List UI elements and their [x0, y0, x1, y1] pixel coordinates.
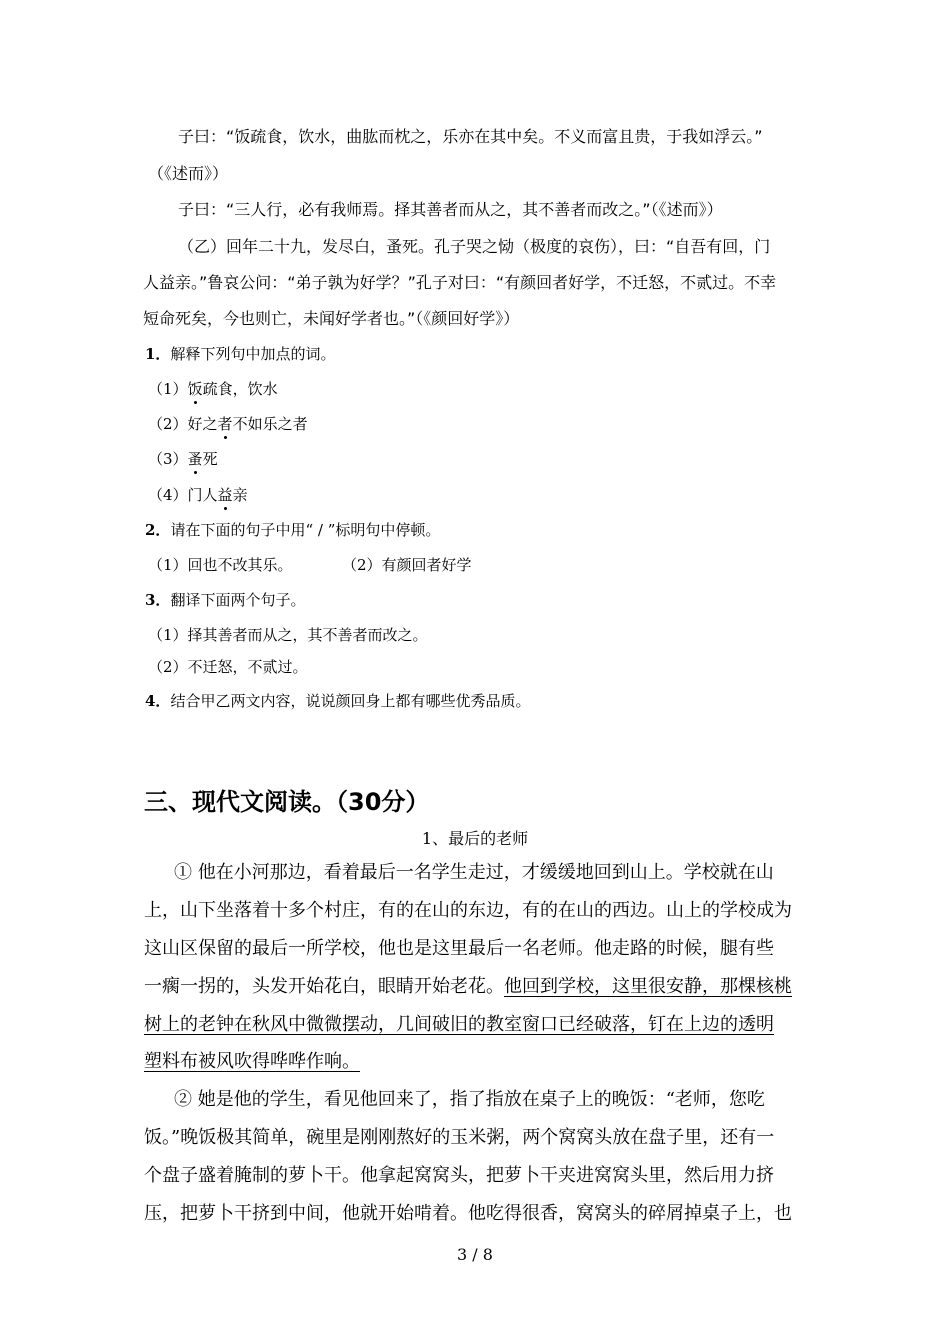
classical-p3-line2: 人益亲。”鲁哀公问：“弟子孰为好学？”孔子对曰：“有颜回者好学，不迁怒，不贰过。不幸 — [143, 273, 777, 292]
item-suffix: 不如乐之者 — [232, 415, 308, 433]
item-prefix: （1） — [148, 380, 188, 398]
question-1-item-1 — [148, 378, 278, 399]
para1-line4-underlined: 他回到学校，这里很安静，那棵核桃 — [504, 976, 792, 997]
question-1-text: 解释下列句中加点的词。 — [170, 345, 336, 363]
para1-line4 — [144, 972, 792, 998]
classical-p3-line3: 短命死矣，今也则亡，未闻好学者也。”（《颜回好学》） — [143, 309, 520, 328]
question-4 — [145, 690, 530, 711]
section-heading: 三、现代文阅读。（30分） — [144, 788, 430, 816]
classical-p3-line1: （乙）回年二十九，发尽白，蚤死。孔子哭之恸（极度的哀伤），曰：“自吾有回，门 — [178, 237, 771, 256]
dotted-word: 益 — [217, 486, 233, 504]
question-1 — [145, 343, 335, 364]
classical-p1-line1: 子曰：“饭疏食，饮水，曲肱而枕之，乐亦在其中矣。不义而富且贵，于我如浮云。” — [178, 127, 763, 146]
question-1-number: 1． — [145, 345, 171, 363]
para1-line3: 这山区保留的最后一所学校，他也是这里最后一名老师。他走路的时候，腿有些 — [144, 938, 774, 959]
question-1-item-3 — [148, 448, 218, 469]
question-2-number: 2． — [145, 521, 171, 539]
item-prefix: （3） — [148, 450, 188, 468]
question-4-number: 4． — [145, 692, 171, 710]
para2-line2: 饭。”晚饭极其简单，碗里是刚刚熬好的玉米粥，两个窝窝头放在盘子里，还有一 — [144, 1127, 775, 1148]
question-2-sentence-a: （1）回也不改其乐。 — [148, 556, 293, 574]
article-title: 1、最后的老师 — [421, 829, 529, 848]
para1-line6-underlined: 塑料布被风吹得哗哗作响。 — [144, 1051, 360, 1072]
question-4-text: 结合甲乙两文内容，说说颜回身上都有哪些优秀品质。 — [170, 692, 531, 710]
question-3-number: 3． — [145, 591, 171, 609]
para1-line2: 上，山下坐落着十多个村庄，有的在山的东边，有的在山的西边。山上的学校成为 — [144, 900, 792, 921]
question-3-text: 翻译下面两个句子。 — [170, 591, 306, 609]
item-prefix: （4）门人 — [148, 486, 218, 504]
question-2-sentence-b: （2）有颜回者好学 — [342, 556, 472, 574]
dotted-word: 者 — [217, 415, 233, 433]
item-suffix: 疏食，饮水 — [202, 380, 278, 398]
classical-p1-line2: （《述而》） — [148, 164, 229, 183]
dotted-word: 饭 — [187, 380, 203, 398]
dotted-word: 蚤 — [187, 450, 203, 468]
para2-line3: 个盘子盛着腌制的萝卜干。他拿起窝窝头，把萝卜干夹进窝窝头里，然后用力挤 — [144, 1165, 774, 1186]
para2-line1: ② 她是他的学生，看见他回来了，指了指放在桌子上的晚饭：“老师，您吃 — [174, 1089, 765, 1110]
para1-line1: ① 他在小河那边，看着最后一名学生走过，才缓缓地回到山上。学校就在山 — [174, 862, 774, 883]
question-1-item-4 — [148, 484, 248, 505]
para2-line4: 压，把萝卜干挤到中间，他就开始啃着。他吃得很香，窝窝头的碎屑掉桌子上，也 — [144, 1203, 792, 1224]
question-3-sentence-b: （2）不迁怒，不贰过。 — [148, 658, 308, 676]
item-suffix: 亲 — [232, 486, 248, 504]
item-prefix: （2）好之 — [148, 415, 218, 433]
para1-line4-plain: 一瘸一拐的，头发开始花白，眼睛开始老花。 — [144, 976, 504, 997]
question-3-sentence-a: （1）择其善者而从之，其不善者而改之。 — [148, 626, 428, 644]
question-3 — [145, 589, 305, 610]
classical-p2: 子曰：“三人行，必有我师焉。择其善者而从之，其不善者而改之。”（《述而》） — [178, 200, 723, 219]
question-1-item-2 — [148, 413, 308, 434]
page-number: 3 / 8 — [457, 1245, 493, 1264]
item-suffix: 死 — [202, 450, 218, 468]
question-2 — [145, 519, 440, 540]
question-2-text: 请在下面的句子中用“ / ”标明句中停顿。 — [170, 521, 441, 539]
para1-line5-underlined: 树上的老钟在秋风中微微摆动，几间破旧的教室窗口已经破落，钉在上边的透明 — [144, 1014, 774, 1035]
